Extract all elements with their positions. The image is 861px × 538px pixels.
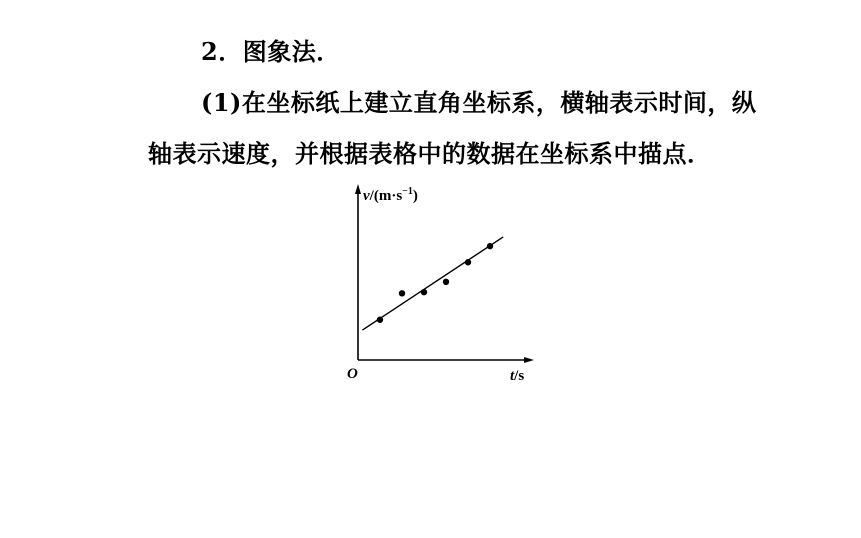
origin-label: O (347, 366, 358, 382)
velocity-time-graph (330, 180, 550, 385)
x-axis-arrow (524, 357, 534, 363)
paragraph-line-1: (1)在坐标纸上建立直角坐标系，横轴表示时间，纵 (201, 88, 757, 117)
data-point (465, 259, 471, 265)
fit-line (362, 237, 503, 330)
data-point (487, 243, 493, 249)
plot-marks (362, 237, 503, 330)
data-point (399, 290, 405, 296)
data-point (443, 279, 449, 285)
x-axis-label: t/s (510, 368, 525, 384)
paragraph-line-2: 轴表示速度，并根据表格中的数据在坐标系中描点． (148, 139, 712, 168)
data-point (421, 289, 427, 295)
section-heading: 2．图象法． (201, 37, 341, 66)
data-point (377, 317, 383, 323)
y-axis-label: $v/(m\cdot s^{-1})$ (363, 186, 418, 204)
y-axis-arrow (355, 184, 361, 194)
